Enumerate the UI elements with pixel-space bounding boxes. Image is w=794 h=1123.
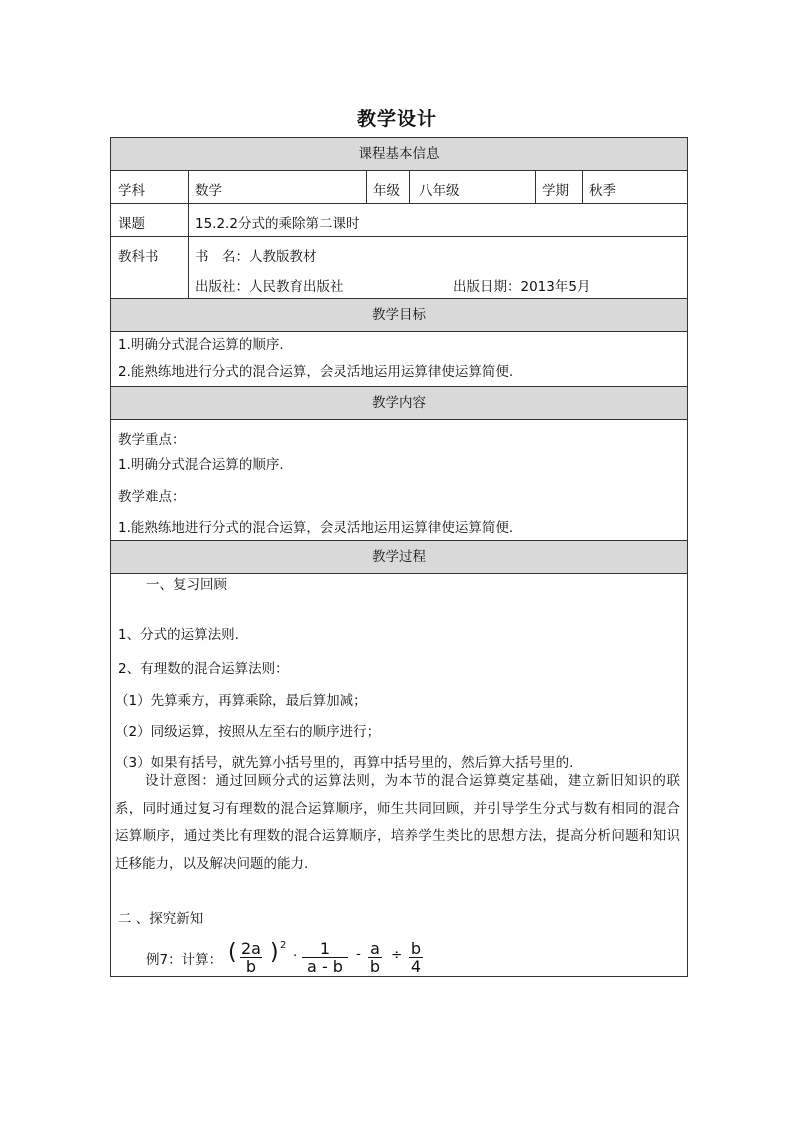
subject-label: 学科	[118, 183, 145, 199]
section-review: 一、复习回顾	[146, 577, 227, 593]
goal-item-2: 2.能熟练地进行分式的混合运算，会灵活地运用运算律使运算简便.	[118, 364, 514, 380]
review-item-1: 1、分式的运算法则.	[118, 627, 239, 643]
grade-label: 年级	[373, 183, 400, 199]
fraction-1-over-a-minus-b: $\frac{1}{a - b}$	[302, 940, 348, 975]
difficult-point: 1.能熟练地进行分式的混合运算，会灵活地运用运算律使运算简便.	[118, 520, 514, 536]
publisher: 出版社：人民教育出版社	[195, 279, 344, 295]
textbook-label: 教科书	[118, 249, 159, 265]
right-paren: )	[270, 940, 279, 965]
goal-item-1: 1.明确分式混合运算的顺序.	[118, 337, 284, 353]
minus-sign: -	[356, 946, 361, 962]
exponent: 2	[280, 940, 287, 951]
process-header: 教学过程	[111, 541, 687, 573]
review-item-2: 2、有理数的混合运算法则：	[118, 661, 289, 677]
page-title: 教学设计	[356, 108, 437, 130]
rule-2: （2）同级运算，按照从左至右的顺序进行；	[115, 724, 381, 740]
term-value: 秋季	[589, 183, 616, 199]
grade-value: 八年级	[419, 183, 460, 199]
course-info-header: 课程基本信息	[111, 138, 687, 170]
topic-value: 15.2.2分式的乘除第二课时	[195, 216, 360, 232]
difficult-point-label: 教学难点：	[118, 489, 186, 505]
fraction-b-over-4: $\frac{b}{4}$	[410, 939, 422, 976]
fraction-a-over-b: $\frac{a}{b}$	[369, 939, 381, 976]
multiply-dot: ·	[293, 948, 298, 964]
key-point-label: 教学重点：	[118, 432, 186, 448]
section-explore: 二 、探究新知	[118, 911, 204, 927]
rule-3: （3）如果有括号，就先算小括号里的，再算中括号里的，然后算大括号里的.	[115, 755, 574, 771]
publish-date: 出版日期：2013年5月	[453, 279, 591, 295]
rule-1: （1）先算乘方，再算乘除，最后算加减；	[115, 693, 367, 709]
subject-value: 数学	[195, 183, 222, 199]
book-name: 书 名：人教版教材	[195, 249, 317, 265]
term-label: 学期	[542, 183, 569, 199]
goals-header: 教学目标	[111, 299, 687, 331]
key-point: 1.明确分式混合运算的顺序.	[118, 457, 284, 473]
content-header: 教学内容	[111, 387, 687, 419]
example-label: 例7：计算：	[146, 952, 223, 968]
design-intent: 设计意图：通过回顾分式的运算法则，为本节的混合运算奠定基础，建立新旧知识的联系，同时通过复习有理数的混合运算顺序，师生共同回顾，并引导学生分式与数有相同的混合运算顺序，通过类比有理数的混合运算顺序，培养学生类比的思想方法，提高分析问题和知识迁移能力，以及解决问题的能力.	[115, 773, 680, 872]
topic-label: 课题	[118, 216, 145, 232]
divide-sign: ÷	[391, 947, 403, 963]
left-paren: (	[228, 940, 237, 965]
fraction-2a-over-b: $\frac{2a}{b}$	[241, 939, 261, 976]
